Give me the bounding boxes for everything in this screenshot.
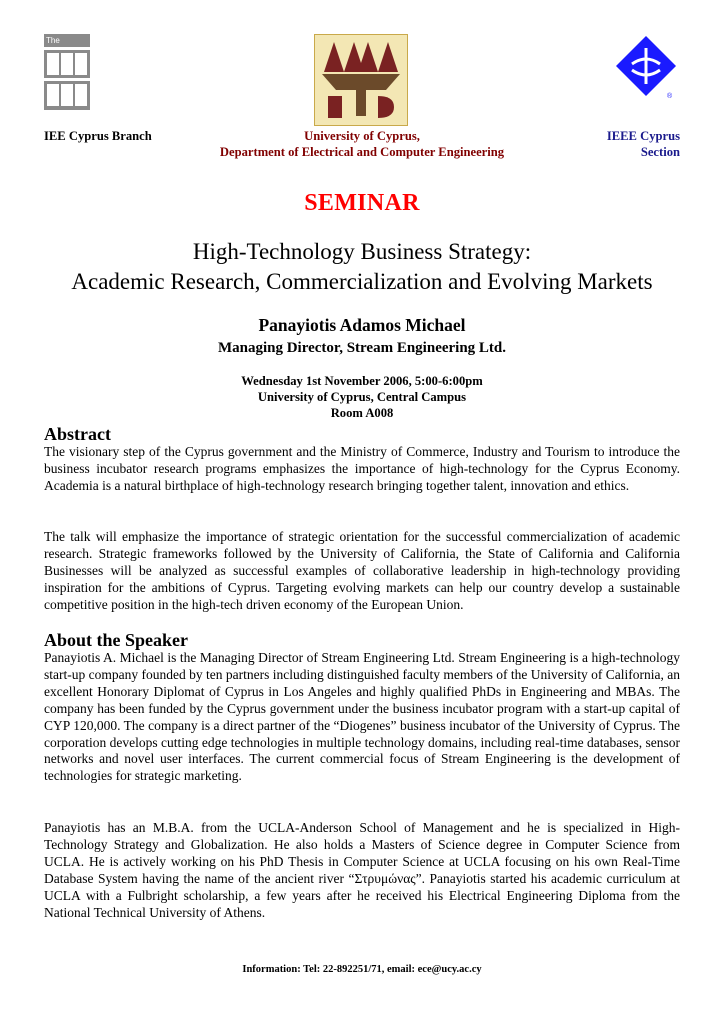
iee-logo-icon	[44, 34, 90, 110]
speaker-bio-paragraph-2: Panayiotis has an M.B.A. from the UCLA-Anderson School of Management and he is specialized in High-Technology Strategy and Globalization. He also holds a Masters of Science degree in Computer Science from UCLA. He is actively working on his PhD Thesis in Computer Science at UCLA focusing on his own Real-Time Database System having the name of the ancient river “Στρυμώνας”. Panayiotis started his academic curriculum at UCLA with a Fulbright scholarship, a few years after he received his Electrical Engineering Diploma from the National Technical University of Athens.	[44, 820, 680, 920]
abstract-paragraph-2: The talk will emphasize the importance of strategic orientation for the successful commercialization of academic research. Strategic frameworks followed by the University of California, the State of California and California Businesses will be analyzed as successful examples of collaborative leadership in high-technology providing inspiration for the ambitions of Cyprus. Targeting evolving markets can help our country develop a sustainable competitive position in the high-tech driven economy of the European Union.	[44, 529, 680, 612]
speaker-role: Managing Director, Stream Engineering Ltd.	[217, 340, 507, 356]
talk-title-line2: Academic Research, Commercialization and Evolving Markets	[71, 269, 653, 294]
ieee-section-line1: IEEE Cyprus	[606, 129, 680, 143]
university-name-line2: Department of Electrical and Computer Engineering	[219, 145, 505, 159]
iee-branch-name: IEE Cyprus Branch	[44, 129, 152, 143]
about-speaker-heading: About the Speaker	[44, 630, 189, 650]
event-venue: University of Cyprus, Central Campus	[257, 390, 467, 404]
talk-title	[0, 237, 724, 297]
seminar-label: SEMINAR	[304, 190, 420, 216]
ieee-section-name	[607, 128, 680, 160]
talk-title-line1: High-Technology Business Strategy:	[192, 239, 532, 264]
contact-information: Information: Tel: 22-892251/71, email: ece@ucy.ac.cy	[242, 964, 482, 975]
ieee-logo-icon	[612, 34, 680, 102]
event-room: Room A008	[330, 406, 394, 420]
speaker-name: Panayiotis Adamos Michael	[258, 315, 466, 335]
speaker-bio-paragraph-1: Panayiotis A. Michael is the Managing Director of Stream Engineering Ltd. Stream Engineering is a high-technology start-up company founded by ten partners including distinguished faculty members of the University of California, an excellent Honorary Diplomat of Cyprus in Los Angeles and highly qualified PhDs in Engineering and MBAs. The company has been funded by the Cyprus government under the business incubator program with a start-up capital of CYP 120,000. The company is a direct partner of the “Diogenes” business incubator of the University of Cyprus. The corporation develops cutting edge technologies in multiple technology domains, including real-time databases, sensor networks and novel user interfaces. The current commercial focus of Stream Engineering is the development of technologies for strategic marketing.	[44, 650, 680, 784]
ieee-registered-mark: ®	[667, 93, 673, 100]
event-date-time: Wednesday 1st November 2006, 5:00-6:00pm	[241, 374, 483, 388]
university-name-line1: University of Cyprus,	[304, 129, 420, 143]
university-of-cyprus-logo-icon	[314, 34, 408, 126]
ieee-section-line2: Section	[640, 145, 680, 159]
iee-logo-text: The	[46, 36, 60, 45]
university-name	[180, 128, 544, 160]
event-details	[0, 373, 724, 421]
abstract-heading: Abstract	[44, 424, 111, 444]
abstract-paragraph-1: The visionary step of the Cyprus government and the Ministry of Commerce, Industry and Tourism to introduce the business incubator research programs emphasizes the importance of high-technology for the Cyprus Economy. Academia is a natural birthplace of high-technology research bringing together talent, innovation and ethics.	[44, 444, 680, 493]
